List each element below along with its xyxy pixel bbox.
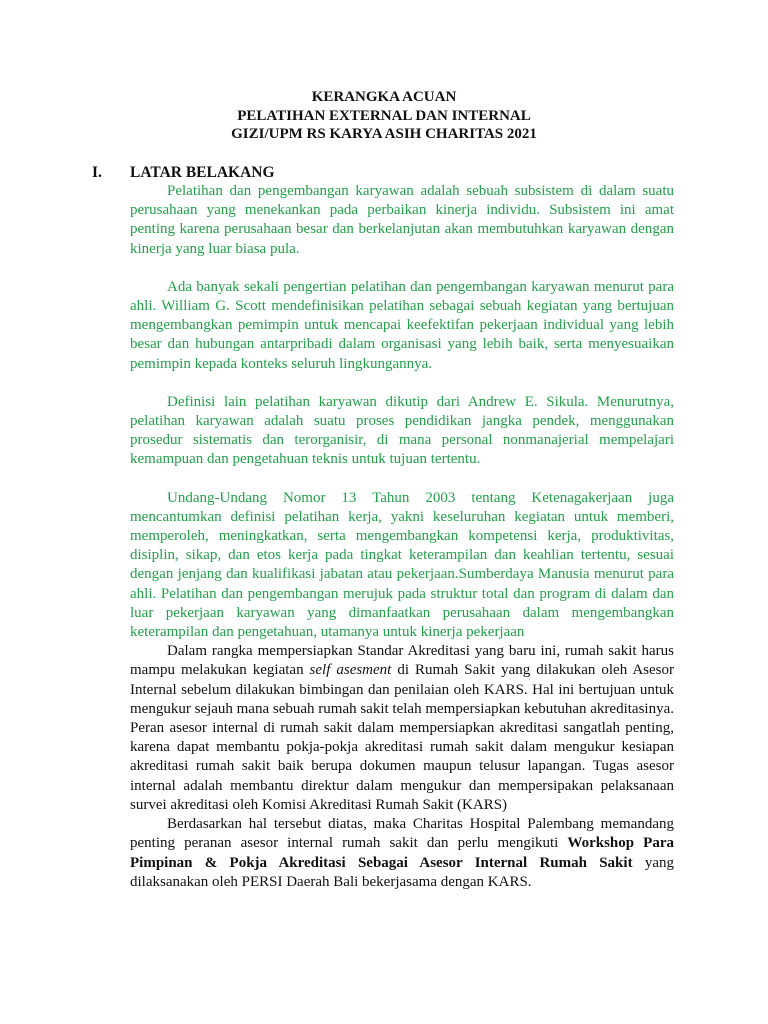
paragraph-6-text-b: yang dilaksanakan oleh PERSI Daerah Bali bekerjasama dengan KARS. [130,854,674,890]
section-number: I. [92,164,102,181]
paragraph-2: Ada banyak sekali pengertian pelatihan dan pengembangan karyawan menurut para ahli. William G. Scott mendefinisikan pelatihan sebagai sebuah kegiatan yang bertujuan mengembangkan pemimpin untuk mencapai keefektifan pekerjaan individual yang lebih besar dan hubungan antarpribadi dalam organisasi yang lebih baik, serta menyesuaikan pemimpin kepada konteks seluruh lingkungannya. [130,278,674,372]
paragraph-6-bold: Workshop Para Pimpinan & Pokja Akreditasi Sebagai Asesor Internal Rumah Sakit [130,835,674,871]
paragraph-4: Undang-Undang Nomor 13 Tahun 2003 tentang Ketenagakerjaan juga mencantumkan definisi pelatihan kerja, yakni keseluruhan kegiatan untuk memberi, memperoleh, meningkatkan, serta mengembangkan kompetensi kerja, produktivitas, disiplin, sikap, dan etos kerja pada tingkat keterampilan dan keahlian tertentu, sesuai dengan jenjang dan kualifikasi jabatan atau pekerjaan.Sumberdaya Manusia menurut para ahli. Pelatihan dan pengembangan merujuk pada struktur total dan program di dalam dan luar pekerjaan karyawan yang dimanfaatkan perusahaan dalam mengembangkan keterampilan dan pengetahuan, utamanya untuk kinerja pekerjaan [130,489,674,641]
paragraph-5-text-b: di Rumah Sakit yang dilakukan oleh Asesor Internal sebelum dilakukan bimbingan dan penilaian oleh KARS. Hal ini bertujuan untuk mengukur sejauh mana sebuah rumah sakit telah mempersiapkan kebutuhan akreditasinya. Peran asesor internal di rumah sakit dalam mempersiapkan akreditasi sangatlah penting, karena dapat membantu pokja-pokja akreditasi rumah sakit dalam mengukur kesiapan akreditasi rumah sakit baik berupa dokumen maupun telusur lapangan. Tugas asesor internal adalah membantu direktur dalam mengukur dan mempersipakan pelaksanaan survei akreditasi oleh Komisi Akreditasi Rumah Sakit (KARS) [130,662,674,813]
document-title [0,88,768,144]
paragraph-5-text-a: Dalam rangka mempersiapkan Standar Akreditasi yang baru ini, rumah sakit harus mampu melakukan kegiatan [130,643,674,679]
paragraph-3: Definisi lain pelatihan karyawan dikutip dari Andrew E. Sikula. Menurutnya, pelatihan karyawan adalah suatu proses pendidikan jangka pendek, menggunakan prosedur sistematis dan terorganisir, di mana personal nonmanajerial mempelajari kemampuan dan pengetahuan teknis untuk tujuan tertentu. [130,393,674,468]
paragraph-6-text-a: Berdasarkan hal tersebut diatas, maka Charitas Hospital Palembang memandang penting peranan asesor internal rumah sakit dan perlu mengikuti [130,816,674,852]
body-text [130,182,674,892]
section-heading [92,164,692,182]
title-line-2: PELATIHAN EXTERNAL DAN INTERNAL [237,107,531,124]
section-title: LATAR BELAKANG [130,164,275,181]
title-line-3: GIZI/UPM RS KARYA ASIH CHARITAS 2021 [231,126,537,142]
paragraph-1: Pelatihan dan pengembangan karyawan adalah sebuah subsistem di dalam suatu perusahaan yang menekankan pada perbaikan kinerja individu. Subsistem ini amat penting karena perusahaan besar dan berkelanjutan akan membutuhkan karyawan dengan kinerja yang luar biasa pula. [130,183,674,257]
paragraph-5 [130,642,674,815]
title-line-1: KERANGKA ACUAN [311,89,457,105]
paragraph-5-italic: self asesment [309,662,392,679]
paragraph-6 [130,815,674,892]
